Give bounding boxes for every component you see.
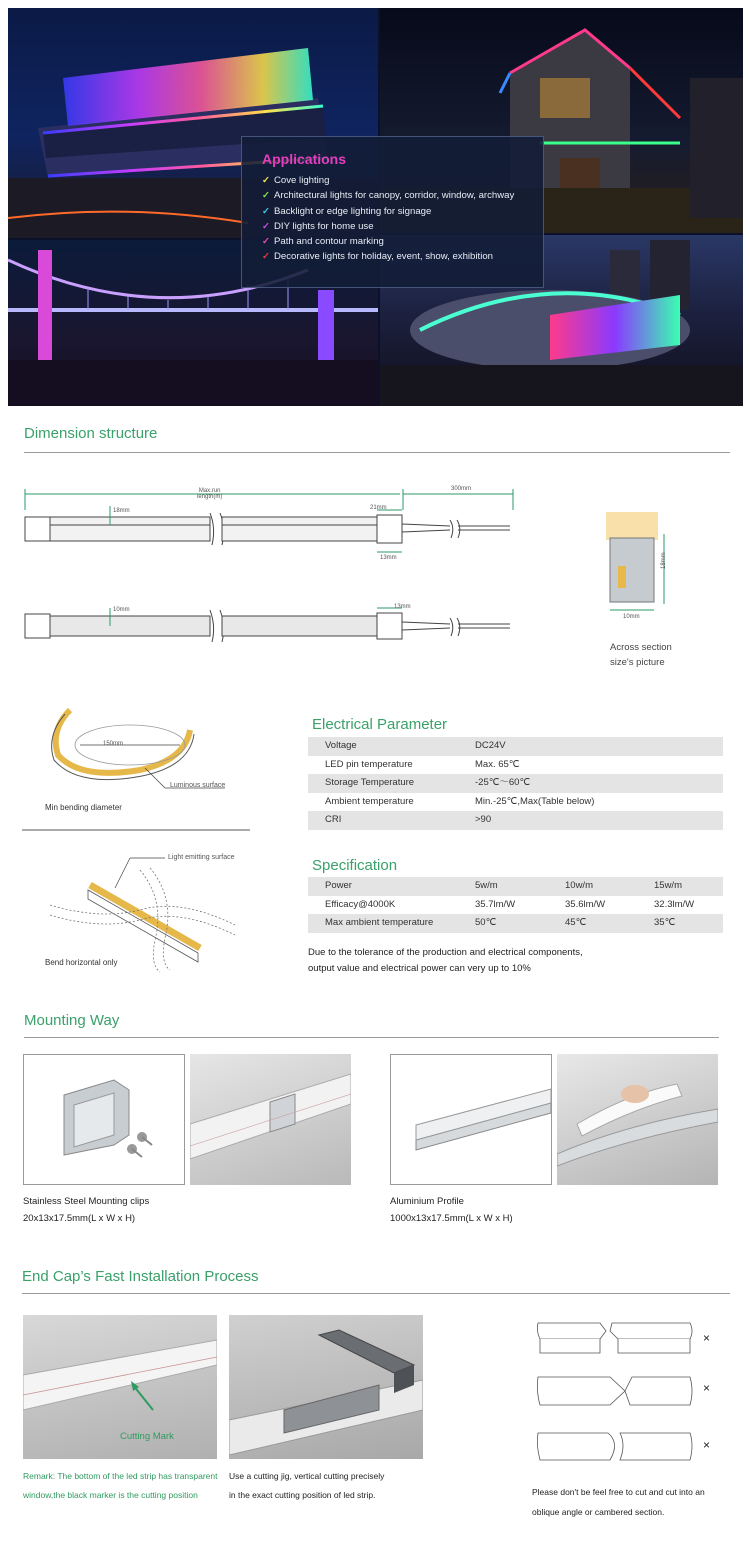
min-bending-label: Min bending diameter xyxy=(45,803,122,812)
electrical-row xyxy=(308,756,723,775)
bending-diagram xyxy=(20,700,260,980)
endcap-divider xyxy=(22,1293,730,1294)
check-icon: ✓ xyxy=(262,190,271,202)
width-13b-label: 13mm xyxy=(394,604,411,610)
spec-value: 35℃ xyxy=(654,917,676,928)
param-name: Ambient temperature xyxy=(325,795,414,807)
param-name: Voltage xyxy=(325,740,357,751)
width-13-label: 13mm xyxy=(380,555,397,561)
jig-caption: Use a cutting jig, vertical cutting precisely in the exact cutting position of led strip. xyxy=(229,1471,385,1500)
warning-caption: Please don't be feel free to cut and cut into an oblique angle or cambered section. xyxy=(532,1487,705,1517)
mounting-divider xyxy=(24,1037,719,1038)
param-name: LED pin temperature xyxy=(325,758,413,770)
cross-18-label: 18mm xyxy=(661,552,667,569)
check-icon: ✓ xyxy=(262,251,271,263)
spec-value: 45℃ xyxy=(565,917,587,928)
endcap-title: End Cap’s Fast Installation Process xyxy=(22,1268,259,1285)
width-10-label: 10mm xyxy=(113,607,130,613)
spec-name: Power xyxy=(325,880,352,891)
wrong-cut-diagram xyxy=(530,1315,700,1475)
cutting-mark-label: Cutting Mark xyxy=(120,1431,174,1442)
applications-list xyxy=(262,173,523,265)
spec-value: 5w/m xyxy=(475,880,498,891)
profile-caption: Aluminium Profile 1000x13x17.5mm(L x W x H) xyxy=(390,1196,513,1224)
application-text: DIY lights for home use xyxy=(274,220,374,232)
cross-10-label: 10mm xyxy=(623,614,640,620)
cutting-mark-photo xyxy=(23,1315,217,1459)
spec-value: 32.3lm/W xyxy=(654,898,695,910)
param-name: CRI xyxy=(325,814,342,825)
x-mark-1: × xyxy=(703,1331,711,1345)
electrical-title: Electrical Parameter xyxy=(312,716,448,733)
electrical-table xyxy=(308,737,723,830)
spec-value: 10w/m xyxy=(565,880,593,891)
check-icon: ✓ xyxy=(262,220,271,232)
application-item xyxy=(262,204,523,219)
param-name: Storage Temperature xyxy=(325,777,415,788)
specification-row xyxy=(308,896,723,915)
spec-name: Efficacy@4000K xyxy=(325,898,396,910)
aluminium-profile-photo xyxy=(390,1054,552,1185)
len-300-label: 300mm xyxy=(451,486,472,492)
hero-banner xyxy=(8,8,743,406)
x-mark-3: × xyxy=(703,1438,711,1452)
mounting-title: Mounting Way xyxy=(24,1012,120,1029)
check-icon: ✓ xyxy=(262,236,271,248)
electrical-row xyxy=(308,793,723,812)
mounting-clip-photo xyxy=(23,1054,185,1185)
param-value: DC24V xyxy=(475,740,506,751)
emitting-surface-label: Light emitting surface xyxy=(168,854,235,861)
applications-box xyxy=(241,136,544,288)
application-item xyxy=(262,249,523,264)
cross-section-caption: Across section size's picture xyxy=(610,642,672,668)
electrical-row xyxy=(308,737,723,756)
specification-title: Specification xyxy=(312,857,398,874)
param-value: -25℃～60℃ xyxy=(475,777,531,788)
mounting-clip-installed-photo xyxy=(190,1054,351,1185)
spec-value: 50℃ xyxy=(475,917,497,928)
specification-note: Due to the tolerance of the production and electrical components, output value and electrical power can very up to 10% xyxy=(308,947,583,974)
application-text: Architectural lights for canopy, corridor, window, archway xyxy=(274,190,515,202)
application-text: Decorative lights for holiday, event, show, exhibition xyxy=(274,251,493,263)
electrical-row xyxy=(308,811,723,830)
aluminium-profile-installed-photo xyxy=(557,1054,718,1185)
application-text: Path and contour marking xyxy=(274,236,384,248)
application-item xyxy=(262,173,523,188)
check-icon: ✓ xyxy=(262,175,271,186)
width-21-label: 21mm xyxy=(370,505,387,511)
dimension-divider xyxy=(24,452,730,453)
electrical-row xyxy=(308,774,723,793)
max-run-label: Max.run length(m) xyxy=(197,488,223,500)
check-icon: ✓ xyxy=(262,205,271,217)
param-value: Max. 65℃ xyxy=(475,758,520,770)
bend-horizontal-label: Bend horizontal only xyxy=(45,958,118,967)
cutting-jig-photo xyxy=(229,1315,423,1459)
application-item xyxy=(262,188,523,203)
application-item xyxy=(262,219,523,234)
height-18-label: 18mm xyxy=(113,508,130,514)
specification-row xyxy=(308,877,723,896)
application-text: Backlight or edge lighting for signage xyxy=(274,205,432,217)
spec-value: 35.7lm/W xyxy=(475,898,516,910)
spec-name: Max ambient temperature xyxy=(325,917,434,928)
specification-table xyxy=(308,877,723,933)
spec-value: 35.6lm/W xyxy=(565,898,606,910)
luminous-surface-label: Luminous surface xyxy=(170,782,226,789)
x-mark-2: × xyxy=(703,1381,711,1395)
application-text: Cove lighting xyxy=(274,175,330,186)
specification-row xyxy=(308,914,723,933)
dimension-title: Dimension structure xyxy=(24,425,158,442)
remark-caption: Remark: The bottom of the led strip has transparent window,the black marker is the cutting position xyxy=(23,1471,218,1500)
param-value: >90 xyxy=(475,814,492,825)
spec-value: 15w/m xyxy=(654,880,682,891)
application-item xyxy=(262,234,523,249)
param-value: Min.-25℃,Max(Table below) xyxy=(475,795,595,807)
diameter-150-label: 150mm xyxy=(103,741,124,747)
clips-caption: Stainless Steel Mounting clips 20x13x17.5mm(L x W x H) xyxy=(23,1196,150,1224)
applications-title: Applications xyxy=(262,151,347,167)
